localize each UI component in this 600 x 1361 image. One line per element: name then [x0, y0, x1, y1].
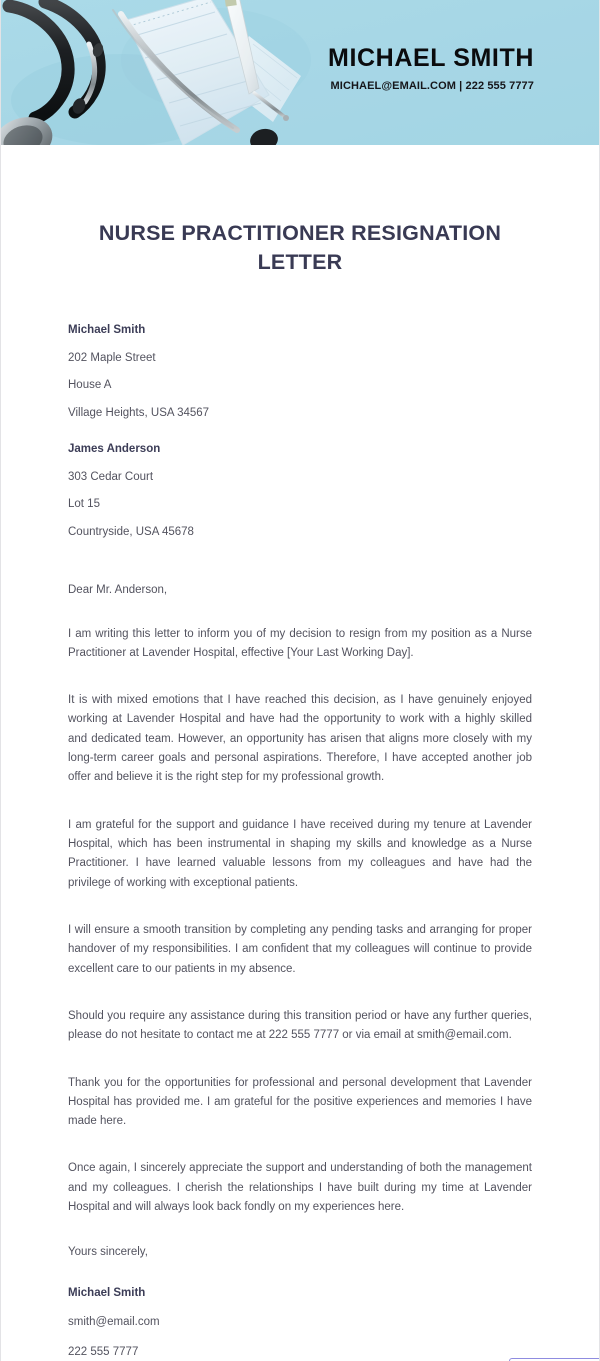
letterhead-identity	[328, 44, 534, 92]
body-paragraph-1: I am writing this letter to inform you of my decision to resign from my position as a Nurse Practitioner at Lavender Hospital, effective [Your Last Working Day].	[68, 627, 532, 659]
sender-name: Michael Smith	[68, 324, 146, 337]
letterhead-name: MICHAEL SMITH	[328, 44, 534, 72]
sender-address-line-1: 202 Maple Street	[68, 351, 156, 364]
recipient-name: James Anderson	[68, 443, 161, 456]
body-paragraph-3: I am grateful for the support and guidance I have received during my tenure at Lavender Hospital, which has been instrumental in shaping my skills and knowledge as a Nurse Practitioner. I have learned valuable lessons from my colleagues and have had the privilege of working with exceptional patients.	[68, 818, 532, 889]
letter-body	[1, 219, 599, 1358]
signature-email: smith@email.com	[68, 1316, 160, 1329]
recipient-address-line-2: Lot 15	[68, 498, 100, 511]
body-paragraph-4: I will ensure a smooth transition by completing any pending tasks and arranging for proper handover of my responsibilities. I am confident that my colleagues will continue to provide excellent care to our patients in my absence.	[68, 923, 532, 975]
body-paragraph-7: Once again, I sincerely appreciate the support and understanding of both the management and my colleagues. I cherish the relationships I have built during my time at Lavender Hospital and will always look back fondly on my experiences here.	[68, 1162, 532, 1214]
closing-salutation: Yours sincerely,	[68, 1246, 148, 1259]
recipient-address-line-3: Countryside, USA 45678	[68, 525, 194, 538]
body-paragraph-5: Should you require any assistance during this transition period or have any further queries, please do not hesitate to contact me at 222 555 7777 or via email at smith@email.com.	[68, 1009, 532, 1042]
body-paragraph-2: It is with mixed emotions that I have reached this decision, as I have genuinely enjoyed working at Lavender Hospital and have had the opportunity to work with a highly skilled and dedicated team. However, an opportunity has arisen that aligns more closely with my long-term career goals and personal aspirations. Therefore, I have accepted another job offer and believe it is the right step for my professional growth.	[68, 694, 532, 784]
signature-block	[68, 1288, 532, 1359]
signature-name: Michael Smith	[68, 1286, 146, 1299]
recipient-address-line-1: 303 Cedar Court	[68, 470, 154, 483]
sender-address-line-2: House A	[68, 379, 112, 392]
sender-address-block	[68, 325, 532, 419]
letterhead-banner	[1, 0, 600, 145]
body-paragraph-6: Thank you for the opportunities for professional and personal development that Lavender Hospital has provided me. I am grateful for the positive experiences and memories I have made here.	[68, 1076, 532, 1128]
signature-phone: 222 555 7777	[68, 1345, 139, 1358]
letterhead-contact: MICHAEL@EMAIL.COM | 222 555 7777	[330, 80, 534, 92]
salutation: Dear Mr. Anderson,	[68, 584, 168, 597]
sender-address-line-3: Village Heights, USA 34567	[68, 406, 210, 419]
recipient-address-block	[68, 444, 532, 538]
page-title: NURSE PRACTITIONER RESIGNATION LETTER	[98, 221, 502, 275]
